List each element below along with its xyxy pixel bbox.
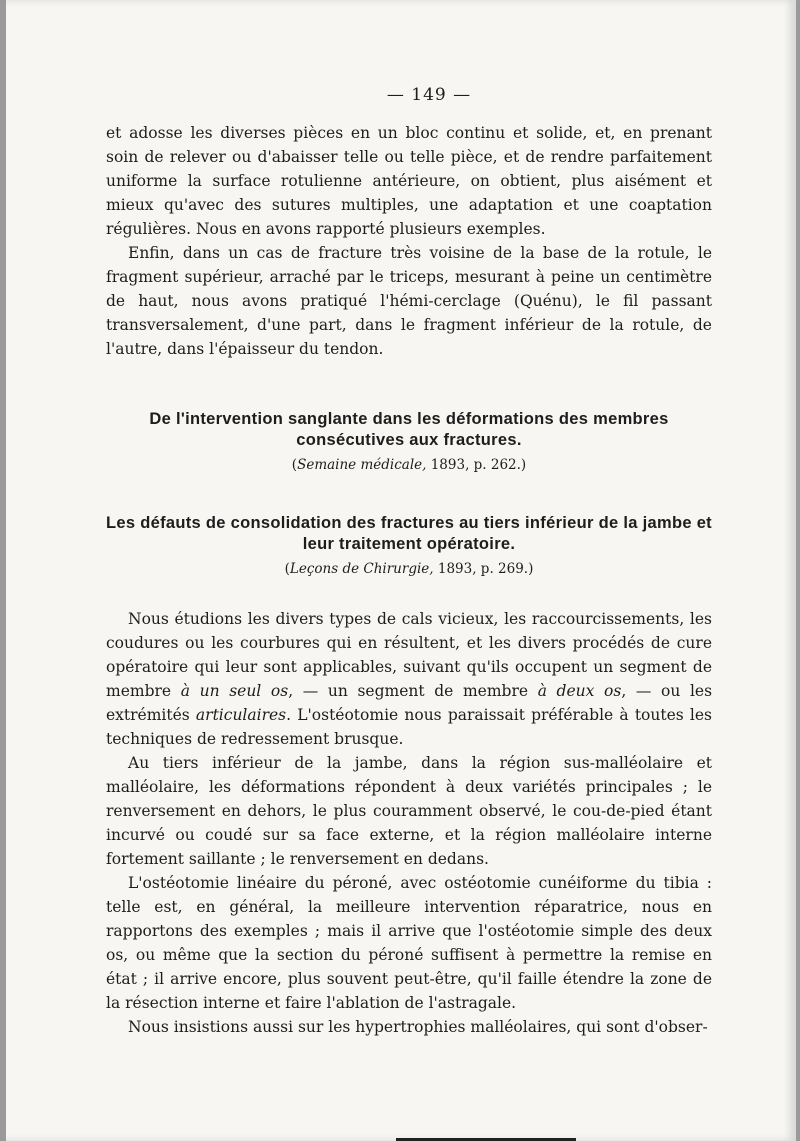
emphasis-deux-os: à deux os	[537, 682, 622, 700]
section-title-intervention-sanglante: De l'intervention sanglante dans les déformations des membres consécutives aux fractures.	[149, 410, 669, 449]
paragraph-tiers-inferieur: Au tiers inférieur de la jambe, dans la région sus-malléolaire et malléolaire, les déformations répondent à deux variétés principales ; le renversement en dehors, le plus couramment observé, le cou-de-pied étant incurvé ou coudé sur sa face externe, et la région malléolaire interne fortement saillante ; le renversement en dedans.	[106, 754, 712, 868]
page-content	[106, 0, 712, 1039]
paragraph-hemi-cerclage: Enfin, dans un cas de fracture très voisine de la base de la rotule, le fragment supérieur, arraché par le triceps, mesurant à peine un centimètre de haut, nous avons pratiqué l'hémi-cerclage (Quénu), le fil passant transversalement, d'une part, dans le fragment inférieur de la rotule, de l'autre, dans l'épaisseur du tendon.	[106, 244, 712, 358]
page-number: — 149 —	[386, 85, 472, 105]
paragraph-hypertrophies: Nous insistions aussi sur les hypertrophies malléolaires, qui sont d'obser-	[128, 1018, 708, 1036]
book-page	[6, 0, 796, 1141]
citation-semaine-medicale: (Semaine médicale, 1893, p. 262.)	[291, 457, 527, 473]
paragraph-continuation: et adosse les diverses pièces en un bloc continu et solide, et, en prenant soin de relever ou d'abaisser telle ou telle pièce, et de rendre parfaitement uniforme la surface rotulienne antérieure, on obtient, plus aisément et mieux qu'avec des sutures multiples, une adaptation et une coaptation régulières. Nous en avons rapporté plusieurs exemples.	[106, 124, 712, 238]
citation-lecons-chirurgie: (Leçons de Chirurgie, 1893, p. 269.)	[284, 561, 534, 577]
paragraph-cals-vicieux: Nous étudions les divers types de cals vicieux, les raccourcissements, les coudures ou les courbures qui en résultent, et les divers procédés de cure opératoire qui leur sont applicables, suivant qu'ils occupent un segment de membre à un seul os, — un segment de membre à deux os, — ou les extrémités articulaires. L'ostéotomie nous paraissait préférable à toutes les techniques de redressement brusque.	[106, 610, 713, 748]
emphasis-articulaires: articulaires	[195, 706, 287, 724]
section-title-defauts-consolidation: Les défauts de consolidation des fractures au tiers inférieur de la jambe et leur traitement opératoire.	[106, 514, 712, 553]
paragraph-osteotomie: L'ostéotomie linéaire du péroné, avec ostéotomie cunéiforme du tibia : telle est, en général, la meilleure intervention réparatrice, nous en rapportons des exemples ; mais il arrive que l'ostéotomie simple des deux os, ou même que la section du péroné suffisent à permettre la remise en état ; il arrive encore, plus souvent peut-être, qu'il faille étendre la zone de la résection interne et faire l'ablation de l'astragale.	[106, 874, 712, 1012]
emphasis-un-seul-os: à un seul os	[180, 682, 289, 700]
citation-source: Leçons de Chirurgie,	[289, 561, 434, 577]
citation-source: Semaine médicale,	[297, 457, 427, 473]
